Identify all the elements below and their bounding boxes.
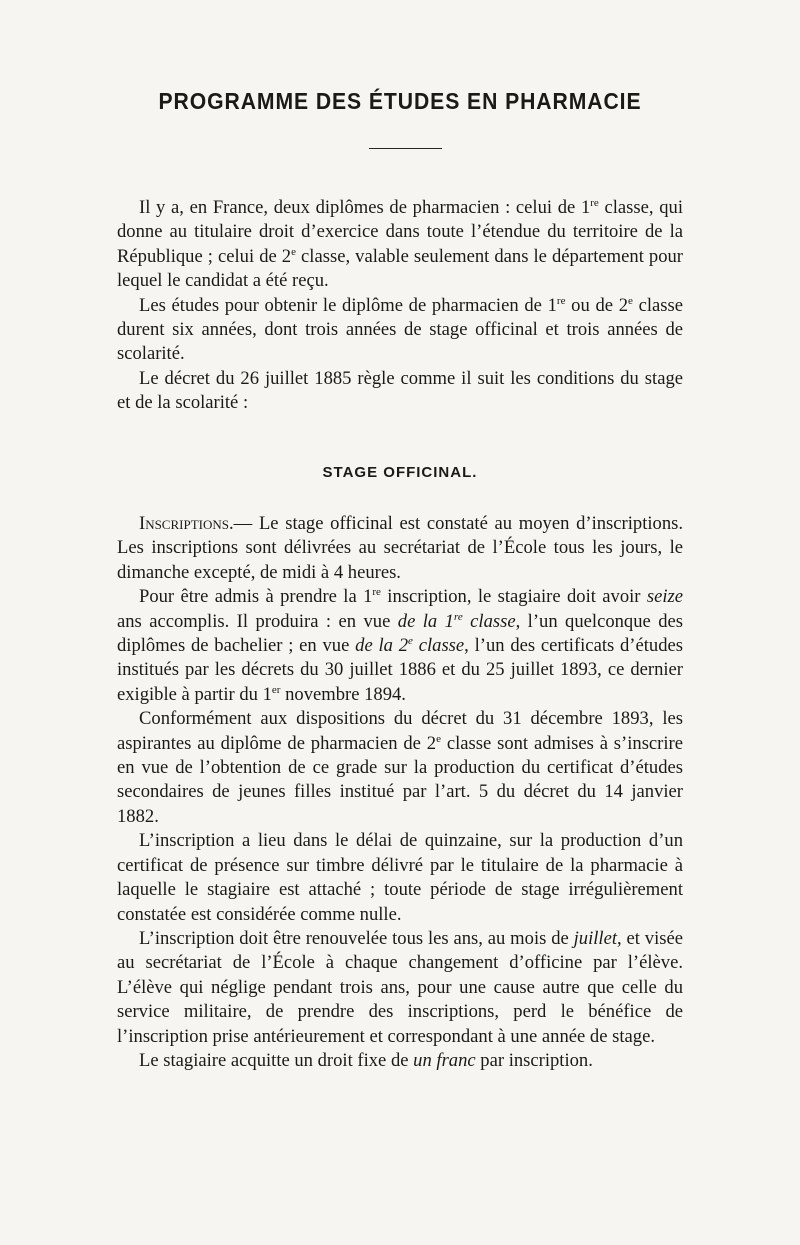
- text-run: Il y a, en France, deux diplômes de pharmacien : celui de 1: [139, 197, 591, 218]
- lead-word: Inscriptions: [139, 513, 229, 534]
- text-run: L’inscription doit être renouvelée tous les ans, au mois de: [139, 927, 574, 949]
- stage-paragraph-6: [117, 1049, 683, 1073]
- italic-run: seize: [646, 586, 683, 608]
- superscript: re: [372, 586, 381, 599]
- text-run: classe durent six années, dont trois années de stage officinal et trois années de scolarité.: [117, 294, 684, 365]
- superscript: re: [556, 294, 566, 307]
- stage-paragraph-4: L’inscription a lieu dans le délai de quinzaine, sur la production d’un certificat de présence sur timbre délivré par le titulaire de la pharmacie à laquelle le stagiaire est attaché ; toute période de stage irrégulièrement constatée est considérée comme nulle.: [117, 830, 683, 925]
- superscript: e: [408, 634, 413, 647]
- title-divider: [369, 148, 442, 149]
- italic-run: juillet: [573, 927, 617, 949]
- text-run: , l’un quelconque des diplômes de bachelier ; en vue: [117, 610, 683, 657]
- superscript: re: [590, 196, 599, 209]
- italic-run: [355, 635, 464, 656]
- text-run: de la 1: [397, 610, 454, 632]
- superscript: er: [271, 683, 281, 696]
- text-run: ou de 2: [565, 294, 629, 316]
- intro-paragraph-3: Le décret du 26 juillet 1885 règle comme il suit les conditions du stage et de la scolarité :: [117, 367, 683, 414]
- text-run: Conformément aux dispositions du décret du 31 décembre 1893, les aspirantes au diplôme de pharmacien de 2: [117, 708, 683, 754]
- text-run: inscription, le stagiaire doit avoir: [380, 586, 647, 608]
- text-run: classe, valable seulement dans le département pour lequel le candidat a été reçu.: [117, 245, 683, 292]
- intro-paragraph-2: [117, 294, 683, 367]
- text-run: classe: [462, 610, 516, 632]
- text-run: Les études pour obtenir le diplôme de pharmacien de 1: [139, 294, 557, 316]
- stage-paragraph-1: [117, 512, 683, 585]
- stage-paragraph-5: [117, 927, 683, 1049]
- italic-run: un franc: [413, 1049, 476, 1071]
- text-run: Le stagiaire acquitte un droit fixe de: [139, 1049, 414, 1071]
- text-run: par inscription.: [475, 1049, 593, 1071]
- intro-paragraph-1: [117, 196, 683, 294]
- text-run: classe sont admises à s’inscrire en vue de l’obtention de ce grade sur la production du certificat d’études secondaires de jeunes filles institué par l’art. 5 du décret du 14 janvier 1882.: [117, 732, 683, 827]
- intro-section: [117, 196, 683, 416]
- stage-paragraph-2: [117, 585, 683, 707]
- superscript: e: [436, 732, 441, 745]
- section-heading-stage: STAGE OFFICINAL.: [322, 464, 478, 481]
- text-run: Le stage officinal est constaté au moyen d’inscriptions. Les inscriptions sont délivrées au secrétariat de l’École tous les jours, le dimanche excepté, de midi à 4 heures.: [117, 513, 683, 583]
- text-run: , l’un des certificats d’études institués par les décrets du 30 juillet 1886 et du 25 juillet 1893, ce dernier exigible à partir du 1: [117, 635, 683, 705]
- text-run: classe: [412, 635, 465, 657]
- text-run: , et visée au secrétariat de l’École à chaque changement d’officine par l’élève. L’élève qui néglige pendant trois ans, pour une cause autre que celle du service militaire, de prendre des inscriptions, perd le bénéfice de l’inscription prise antérieurement et correspondant à une année de stage.: [117, 927, 683, 1047]
- stage-section: [117, 512, 683, 1073]
- superscript: e: [628, 294, 633, 307]
- text-run: novembre 1894.: [280, 683, 406, 705]
- superscript: re: [453, 610, 463, 623]
- text-run: ans accomplis. Il produira : en vue: [117, 610, 398, 632]
- text-run: .—: [229, 513, 259, 534]
- text-run: de la 2: [355, 635, 409, 657]
- superscript: e: [291, 245, 296, 258]
- page-title: PROGRAMME DES ÉTUDES EN PHARMACIE: [158, 88, 642, 114]
- italic-run: [398, 611, 516, 632]
- text-run: Pour être admis à prendre la 1: [139, 586, 373, 608]
- stage-paragraph-3: [117, 707, 683, 829]
- text-run: classe, qui donne au titulaire droit d’exercice dans toute l’étendue du territoire de la République ; celui de 2: [117, 197, 683, 267]
